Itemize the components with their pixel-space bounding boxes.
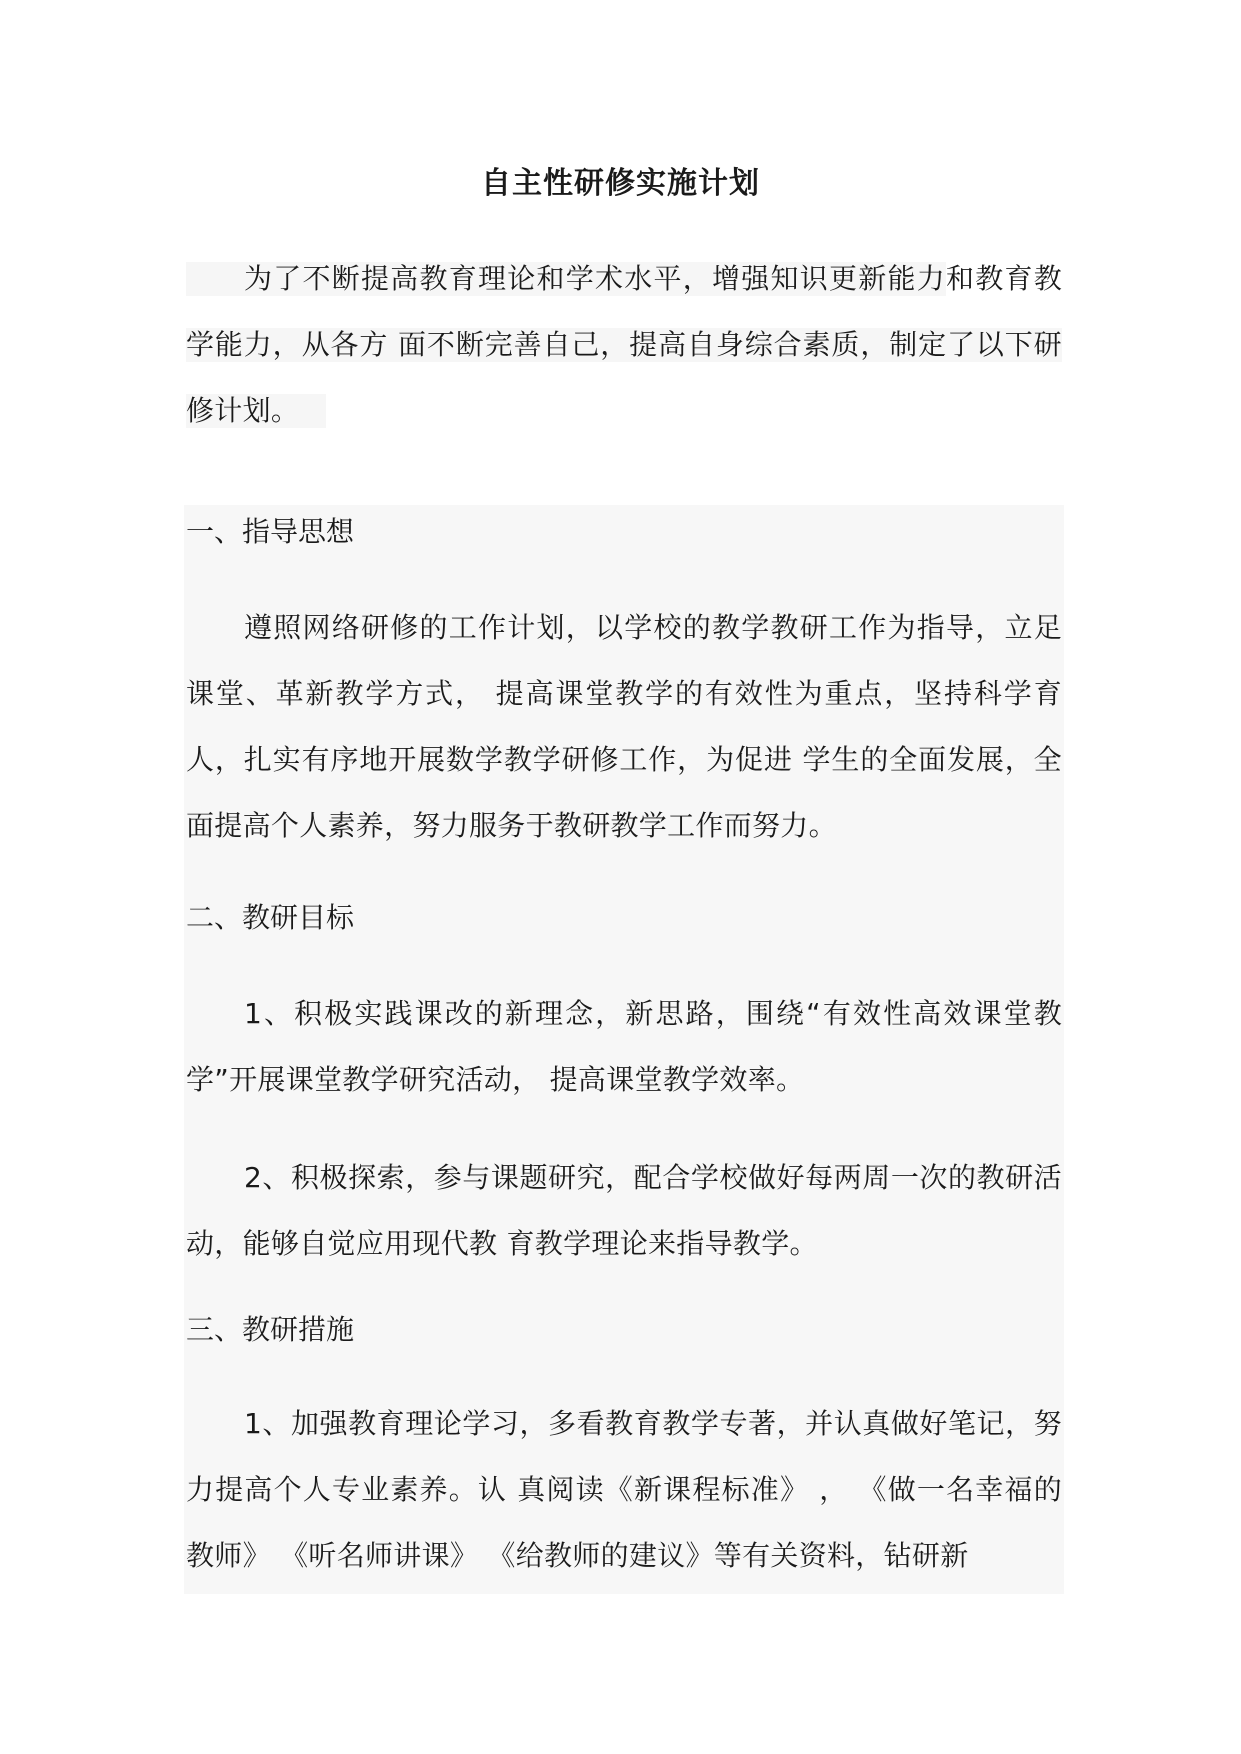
section-heading-research-measures: 三、教研措施 — [186, 1313, 355, 1346]
section-heading-guiding-thought: 一、指导思想 — [186, 515, 355, 548]
page-title: 自主性研修实施计划 — [481, 166, 760, 201]
guiding-thought-paragraph: 遵照网络研修的工作计划，以学校的教学教研工作为指导，立足课堂、革新教学方式， 提高课堂教学的有效性为重点，坚持科学育人，扎实有序地开展数学教学研修工作，为促进 学生的全面发展，全面提高个人素养，努力服务于教研教学工作而努力。 — [186, 611, 1062, 842]
section-heading-research-goals: 二、教研目标 — [186, 901, 355, 934]
research-measure-1: 1、加强教育理论学习，多看教育教学专著，并认真做好笔记，努力提高个人专业素养。认 真阅读《新课程标准》 ， 《做一名幸福的教师》 《听名师讲课》 《给教师的建议》等有关资料，钻研新 — [186, 1407, 1062, 1572]
research-goal-1: 1、积极实践课改的新理念，新思路，围绕“有效性高效课堂教学”开展课堂教学研究活动， 提高课堂教学效率。 — [186, 997, 1062, 1096]
research-goal-2: 2、积极探索，参与课题研究，配合学校做好每两周一次的教研活动，能够自觉应用现代教 育教学理论来指导教学。 — [186, 1161, 1062, 1260]
intro-paragraph: 为了不断提高教育理论和学术水平，增强知识更新能力和教育教学能力，从各方 面不断完善自己，提高自身综合素质，制定了以下研修计划。 — [186, 262, 1062, 427]
